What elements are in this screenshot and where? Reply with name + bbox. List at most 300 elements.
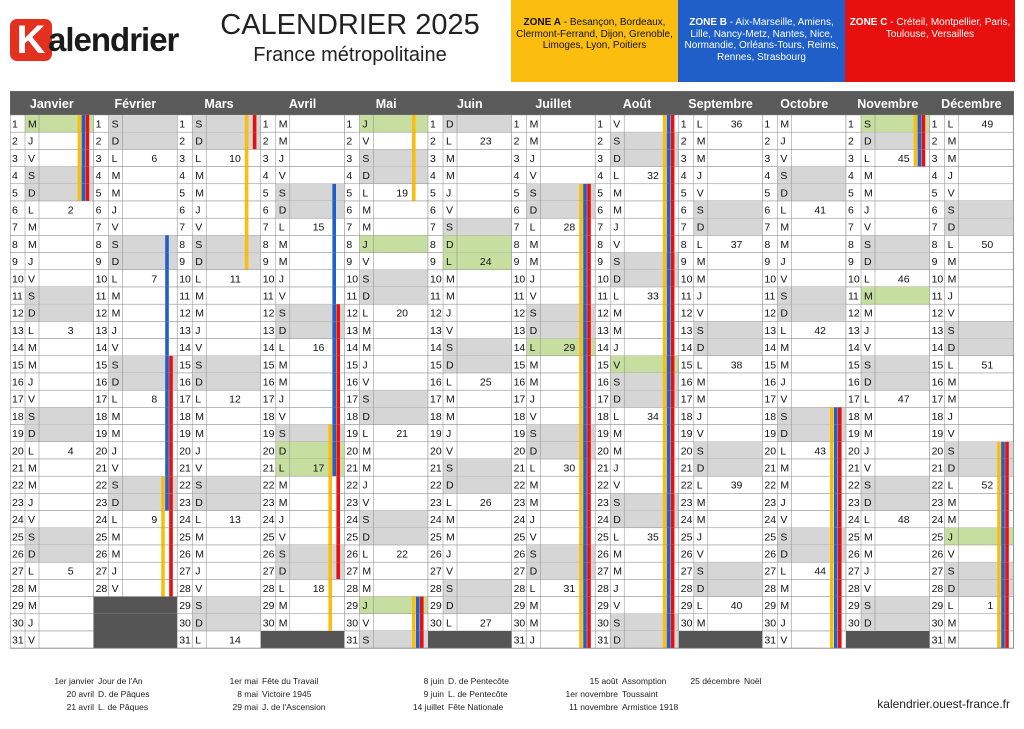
day-cell[interactable]: [428, 442, 512, 459]
day-cell[interactable]: [428, 425, 512, 442]
day-cell[interactable]: [762, 184, 846, 201]
day-cell[interactable]: [679, 132, 763, 149]
day-cell[interactable]: [595, 321, 679, 338]
day-cell[interactable]: [512, 115, 596, 132]
day-cell[interactable]: [512, 631, 596, 648]
day-cell[interactable]: [762, 614, 846, 631]
day-cell[interactable]: [10, 425, 94, 442]
day-cell[interactable]: [177, 597, 261, 614]
day-cell[interactable]: [762, 201, 846, 218]
day-cell[interactable]: [846, 167, 930, 184]
day-cell[interactable]: [595, 373, 679, 390]
day-cell[interactable]: [846, 442, 930, 459]
day-cell[interactable]: [344, 235, 428, 252]
day-cell[interactable]: [846, 339, 930, 356]
day-cell[interactable]: [177, 149, 261, 166]
day-cell[interactable]: [177, 253, 261, 270]
day-cell[interactable]: [762, 235, 846, 252]
day-cell[interactable]: [512, 562, 596, 579]
day-cell[interactable]: [344, 459, 428, 476]
day-cell[interactable]: [428, 132, 512, 149]
day-cell[interactable]: [94, 253, 178, 270]
day-cell[interactable]: [10, 201, 94, 218]
day-cell[interactable]: [261, 115, 345, 132]
day-cell[interactable]: [10, 304, 94, 321]
day-cell[interactable]: [512, 597, 596, 614]
day-cell[interactable]: [261, 201, 345, 218]
day-cell[interactable]: [512, 235, 596, 252]
day-cell[interactable]: [512, 545, 596, 562]
day-cell[interactable]: [595, 528, 679, 545]
day-cell[interactable]: [762, 321, 846, 338]
day-cell[interactable]: [344, 339, 428, 356]
day-cell[interactable]: [428, 287, 512, 304]
day-cell[interactable]: [595, 253, 679, 270]
day-cell[interactable]: [762, 459, 846, 476]
day-cell[interactable]: [428, 493, 512, 510]
day-cell[interactable]: [177, 476, 261, 493]
day-cell[interactable]: [846, 201, 930, 218]
day-cell[interactable]: [846, 511, 930, 528]
day-cell[interactable]: [261, 597, 345, 614]
day-cell[interactable]: [261, 511, 345, 528]
day-cell[interactable]: [595, 493, 679, 510]
day-cell[interactable]: [679, 339, 763, 356]
day-cell[interactable]: [762, 476, 846, 493]
day-cell[interactable]: [679, 304, 763, 321]
day-cell[interactable]: [94, 235, 178, 252]
day-cell[interactable]: [177, 201, 261, 218]
day-cell[interactable]: [930, 579, 1014, 596]
day-cell[interactable]: [177, 218, 261, 235]
day-cell[interactable]: [10, 321, 94, 338]
day-cell[interactable]: [261, 304, 345, 321]
day-cell[interactable]: [94, 356, 178, 373]
day-cell[interactable]: [261, 407, 345, 424]
day-cell[interactable]: [762, 528, 846, 545]
day-cell[interactable]: [762, 115, 846, 132]
day-cell[interactable]: [344, 115, 428, 132]
day-cell[interactable]: [94, 528, 178, 545]
day-cell[interactable]: [595, 442, 679, 459]
day-cell[interactable]: [177, 167, 261, 184]
day-cell[interactable]: [762, 373, 846, 390]
day-cell[interactable]: [177, 339, 261, 356]
day-cell[interactable]: [930, 287, 1014, 304]
day-cell[interactable]: [512, 493, 596, 510]
day-cell[interactable]: [930, 493, 1014, 510]
day-cell[interactable]: [846, 304, 930, 321]
day-cell[interactable]: [261, 545, 345, 562]
day-cell[interactable]: [344, 167, 428, 184]
day-cell[interactable]: [679, 270, 763, 287]
day-cell[interactable]: [595, 184, 679, 201]
day-cell[interactable]: [930, 304, 1014, 321]
day-cell[interactable]: [512, 390, 596, 407]
day-cell[interactable]: [679, 287, 763, 304]
day-cell[interactable]: [344, 270, 428, 287]
day-cell[interactable]: [428, 321, 512, 338]
day-cell[interactable]: [930, 253, 1014, 270]
day-cell[interactable]: [846, 287, 930, 304]
day-cell[interactable]: [261, 321, 345, 338]
day-cell[interactable]: [344, 579, 428, 596]
day-cell[interactable]: [595, 201, 679, 218]
day-cell[interactable]: [679, 511, 763, 528]
day-cell[interactable]: [261, 614, 345, 631]
day-cell[interactable]: [679, 321, 763, 338]
day-cell[interactable]: [10, 253, 94, 270]
day-cell[interactable]: [428, 579, 512, 596]
day-cell[interactable]: [428, 149, 512, 166]
day-cell[interactable]: [344, 614, 428, 631]
day-cell[interactable]: [679, 493, 763, 510]
day-cell[interactable]: [94, 493, 178, 510]
day-cell[interactable]: [930, 235, 1014, 252]
day-cell[interactable]: [261, 373, 345, 390]
day-cell[interactable]: [846, 459, 930, 476]
day-cell[interactable]: [261, 356, 345, 373]
day-cell[interactable]: [679, 115, 763, 132]
day-cell[interactable]: [177, 442, 261, 459]
day-cell[interactable]: [344, 597, 428, 614]
day-cell[interactable]: [10, 356, 94, 373]
day-cell[interactable]: [344, 132, 428, 149]
day-cell[interactable]: [846, 476, 930, 493]
day-cell[interactable]: [261, 235, 345, 252]
day-cell[interactable]: [177, 545, 261, 562]
day-cell[interactable]: [344, 390, 428, 407]
day-cell[interactable]: [846, 356, 930, 373]
day-cell[interactable]: [344, 373, 428, 390]
day-cell[interactable]: [679, 407, 763, 424]
day-cell[interactable]: [512, 167, 596, 184]
day-cell[interactable]: [595, 167, 679, 184]
day-cell[interactable]: [344, 511, 428, 528]
day-cell[interactable]: [261, 270, 345, 287]
day-cell[interactable]: [679, 253, 763, 270]
day-cell[interactable]: [10, 631, 94, 648]
day-cell[interactable]: [595, 149, 679, 166]
day-cell[interactable]: [512, 132, 596, 149]
day-cell[interactable]: [762, 511, 846, 528]
day-cell[interactable]: [512, 270, 596, 287]
day-cell[interactable]: [10, 545, 94, 562]
day-cell[interactable]: [94, 442, 178, 459]
day-cell[interactable]: [846, 407, 930, 424]
day-cell[interactable]: [595, 218, 679, 235]
day-cell[interactable]: [261, 493, 345, 510]
day-cell[interactable]: [344, 253, 428, 270]
day-cell[interactable]: [94, 167, 178, 184]
day-cell[interactable]: [930, 356, 1014, 373]
day-cell[interactable]: [930, 562, 1014, 579]
day-cell[interactable]: [679, 545, 763, 562]
day-cell[interactable]: [930, 201, 1014, 218]
day-cell[interactable]: [595, 631, 679, 648]
day-cell[interactable]: [930, 373, 1014, 390]
day-cell[interactable]: [94, 407, 178, 424]
day-cell[interactable]: [177, 373, 261, 390]
day-cell[interactable]: [679, 201, 763, 218]
day-cell[interactable]: [94, 390, 178, 407]
day-cell[interactable]: [428, 339, 512, 356]
day-cell[interactable]: [344, 304, 428, 321]
day-cell[interactable]: [428, 597, 512, 614]
day-cell[interactable]: [595, 511, 679, 528]
day-cell[interactable]: [846, 493, 930, 510]
day-cell[interactable]: [512, 579, 596, 596]
day-cell[interactable]: [10, 528, 94, 545]
day-cell[interactable]: [512, 201, 596, 218]
day-cell[interactable]: [94, 425, 178, 442]
day-cell[interactable]: [930, 597, 1014, 614]
day-cell[interactable]: [930, 407, 1014, 424]
day-cell[interactable]: [930, 167, 1014, 184]
day-cell[interactable]: [679, 562, 763, 579]
day-cell[interactable]: [177, 459, 261, 476]
day-cell[interactable]: [428, 356, 512, 373]
day-cell[interactable]: [10, 579, 94, 596]
day-cell[interactable]: [94, 373, 178, 390]
day-cell[interactable]: [428, 614, 512, 631]
day-cell[interactable]: [595, 476, 679, 493]
day-cell[interactable]: [344, 425, 428, 442]
day-cell[interactable]: [679, 614, 763, 631]
day-cell[interactable]: [595, 597, 679, 614]
day-cell[interactable]: [762, 356, 846, 373]
day-cell[interactable]: [177, 184, 261, 201]
day-cell[interactable]: [762, 390, 846, 407]
day-cell[interactable]: [679, 476, 763, 493]
day-cell[interactable]: [10, 390, 94, 407]
day-cell[interactable]: [512, 184, 596, 201]
kalendrier-logo[interactable]: [10, 17, 190, 65]
day-cell[interactable]: [762, 149, 846, 166]
day-cell[interactable]: [344, 631, 428, 648]
day-cell[interactable]: [10, 373, 94, 390]
day-cell[interactable]: [10, 132, 94, 149]
day-cell[interactable]: [261, 253, 345, 270]
day-cell[interactable]: [679, 373, 763, 390]
day-cell[interactable]: [679, 442, 763, 459]
day-cell[interactable]: [94, 201, 178, 218]
day-cell[interactable]: [930, 631, 1014, 648]
day-cell[interactable]: [762, 132, 846, 149]
day-cell[interactable]: [344, 407, 428, 424]
day-cell[interactable]: [428, 545, 512, 562]
day-cell[interactable]: [177, 562, 261, 579]
day-cell[interactable]: [94, 339, 178, 356]
day-cell[interactable]: [261, 528, 345, 545]
day-cell[interactable]: [94, 321, 178, 338]
day-cell[interactable]: [177, 270, 261, 287]
day-cell[interactable]: [846, 528, 930, 545]
day-cell[interactable]: [428, 373, 512, 390]
day-cell[interactable]: [10, 218, 94, 235]
day-cell[interactable]: [846, 425, 930, 442]
day-cell[interactable]: [930, 270, 1014, 287]
day-cell[interactable]: [762, 287, 846, 304]
day-cell[interactable]: [428, 253, 512, 270]
day-cell[interactable]: [846, 597, 930, 614]
day-cell[interactable]: [261, 442, 345, 459]
day-cell[interactable]: [595, 390, 679, 407]
day-cell[interactable]: [177, 528, 261, 545]
day-cell[interactable]: [595, 459, 679, 476]
day-cell[interactable]: [428, 184, 512, 201]
day-cell[interactable]: [94, 218, 178, 235]
day-cell[interactable]: [428, 115, 512, 132]
day-cell[interactable]: [595, 287, 679, 304]
day-cell[interactable]: [512, 407, 596, 424]
day-cell[interactable]: [762, 425, 846, 442]
day-cell[interactable]: [595, 270, 679, 287]
day-cell[interactable]: [10, 493, 94, 510]
day-cell[interactable]: [512, 304, 596, 321]
day-cell[interactable]: [930, 614, 1014, 631]
day-cell[interactable]: [679, 425, 763, 442]
day-cell[interactable]: [512, 373, 596, 390]
day-cell[interactable]: [846, 545, 930, 562]
day-cell[interactable]: [595, 614, 679, 631]
day-cell[interactable]: [428, 218, 512, 235]
day-cell[interactable]: [846, 614, 930, 631]
day-cell[interactable]: [344, 149, 428, 166]
day-cell[interactable]: [261, 132, 345, 149]
day-cell[interactable]: [177, 321, 261, 338]
day-cell[interactable]: [595, 132, 679, 149]
day-cell[interactable]: [762, 562, 846, 579]
day-cell[interactable]: [10, 149, 94, 166]
day-cell[interactable]: [261, 579, 345, 596]
day-cell[interactable]: [930, 218, 1014, 235]
day-cell[interactable]: [930, 390, 1014, 407]
day-cell[interactable]: [344, 356, 428, 373]
day-cell[interactable]: [344, 562, 428, 579]
day-cell[interactable]: [595, 115, 679, 132]
day-cell[interactable]: [10, 270, 94, 287]
day-cell[interactable]: [595, 339, 679, 356]
day-cell[interactable]: [930, 184, 1014, 201]
day-cell[interactable]: [762, 493, 846, 510]
day-cell[interactable]: [846, 235, 930, 252]
day-cell[interactable]: [762, 218, 846, 235]
day-cell[interactable]: [94, 579, 178, 596]
day-cell[interactable]: [428, 476, 512, 493]
day-cell[interactable]: [930, 459, 1014, 476]
day-cell[interactable]: [94, 115, 178, 132]
day-cell[interactable]: [595, 356, 679, 373]
day-cell[interactable]: [762, 253, 846, 270]
day-cell[interactable]: [846, 184, 930, 201]
day-cell[interactable]: [512, 614, 596, 631]
day-cell[interactable]: [428, 304, 512, 321]
day-cell[interactable]: [344, 321, 428, 338]
day-cell[interactable]: [846, 390, 930, 407]
day-cell[interactable]: [512, 425, 596, 442]
day-cell[interactable]: [428, 201, 512, 218]
day-cell[interactable]: [846, 253, 930, 270]
day-cell[interactable]: [261, 425, 345, 442]
day-cell[interactable]: [177, 115, 261, 132]
day-cell[interactable]: [846, 149, 930, 166]
day-cell[interactable]: [428, 270, 512, 287]
day-cell[interactable]: [10, 407, 94, 424]
day-cell[interactable]: [512, 149, 596, 166]
day-cell[interactable]: [177, 235, 261, 252]
day-cell[interactable]: [930, 321, 1014, 338]
day-cell[interactable]: [762, 631, 846, 648]
day-cell[interactable]: [595, 579, 679, 596]
day-cell[interactable]: [261, 339, 345, 356]
day-cell[interactable]: [762, 270, 846, 287]
day-cell[interactable]: [94, 511, 178, 528]
day-cell[interactable]: [679, 528, 763, 545]
day-cell[interactable]: [428, 528, 512, 545]
day-cell[interactable]: [762, 407, 846, 424]
day-cell[interactable]: [679, 167, 763, 184]
day-cell[interactable]: [428, 459, 512, 476]
day-cell[interactable]: [762, 167, 846, 184]
day-cell[interactable]: [177, 356, 261, 373]
day-cell[interactable]: [94, 149, 178, 166]
day-cell[interactable]: [94, 545, 178, 562]
day-cell[interactable]: [94, 459, 178, 476]
day-cell[interactable]: [679, 459, 763, 476]
day-cell[interactable]: [94, 270, 178, 287]
day-cell[interactable]: [679, 218, 763, 235]
day-cell[interactable]: [762, 597, 846, 614]
day-cell[interactable]: [94, 304, 178, 321]
day-cell[interactable]: [762, 545, 846, 562]
day-cell[interactable]: [595, 235, 679, 252]
day-cell[interactable]: [595, 545, 679, 562]
day-cell[interactable]: [261, 167, 345, 184]
day-cell[interactable]: [261, 476, 345, 493]
day-cell[interactable]: [94, 184, 178, 201]
day-cell[interactable]: [10, 459, 94, 476]
day-cell[interactable]: [261, 459, 345, 476]
day-cell[interactable]: [512, 287, 596, 304]
day-cell[interactable]: [10, 614, 94, 631]
day-cell[interactable]: [344, 545, 428, 562]
day-cell[interactable]: [177, 425, 261, 442]
day-cell[interactable]: [344, 528, 428, 545]
day-cell[interactable]: [846, 321, 930, 338]
day-cell[interactable]: [177, 493, 261, 510]
day-cell[interactable]: [679, 356, 763, 373]
day-cell[interactable]: [846, 132, 930, 149]
day-cell[interactable]: [261, 184, 345, 201]
day-cell[interactable]: [679, 184, 763, 201]
day-cell[interactable]: [595, 425, 679, 442]
day-cell[interactable]: [846, 270, 930, 287]
day-cell[interactable]: [762, 579, 846, 596]
day-cell[interactable]: [930, 149, 1014, 166]
day-cell[interactable]: [512, 218, 596, 235]
day-cell[interactable]: [428, 235, 512, 252]
day-cell[interactable]: [10, 442, 94, 459]
day-cell[interactable]: [762, 442, 846, 459]
day-cell[interactable]: [261, 218, 345, 235]
day-cell[interactable]: [930, 132, 1014, 149]
day-cell[interactable]: [762, 304, 846, 321]
day-cell[interactable]: [344, 287, 428, 304]
day-cell[interactable]: [344, 442, 428, 459]
day-cell[interactable]: [177, 287, 261, 304]
day-cell[interactable]: [595, 407, 679, 424]
